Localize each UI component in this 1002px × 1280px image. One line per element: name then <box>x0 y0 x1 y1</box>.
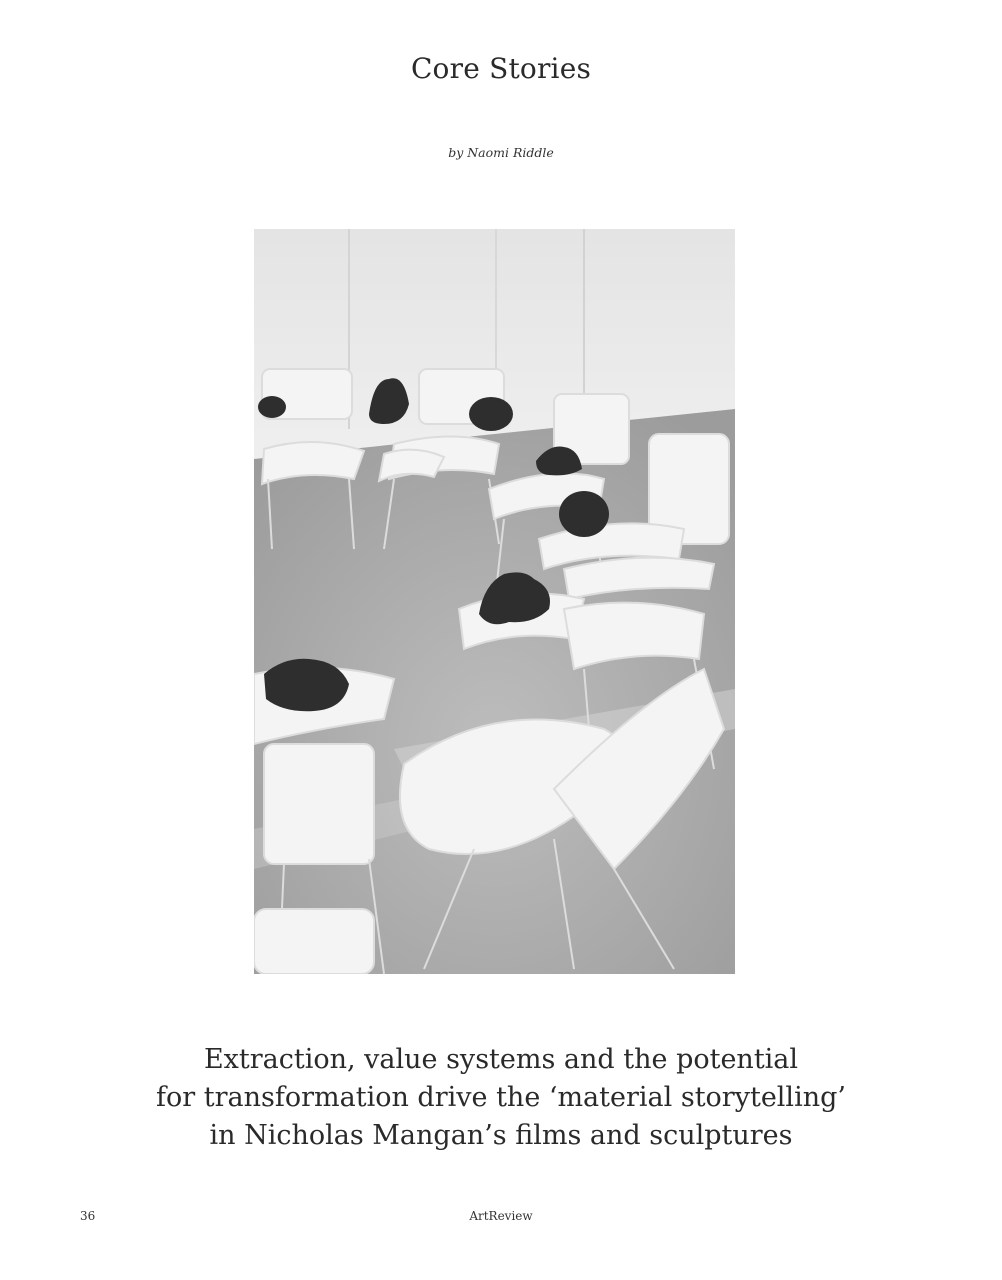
magazine-name: ArtReview <box>469 1209 533 1223</box>
page-number: 36 <box>80 1209 96 1223</box>
standfirst-line: Extraction, value systems and the potential <box>203 1044 799 1075</box>
standfirst-line: for transformation drive the ‘material storytelling’ <box>156 1082 846 1113</box>
article-title: Core Stories <box>410 52 592 85</box>
feature-photo <box>254 229 735 974</box>
byline: by Naomi Riddle <box>448 145 554 160</box>
standfirst <box>0 1041 1002 1155</box>
standfirst-line: in Nicholas Mangan’s films and sculptures <box>209 1120 793 1151</box>
